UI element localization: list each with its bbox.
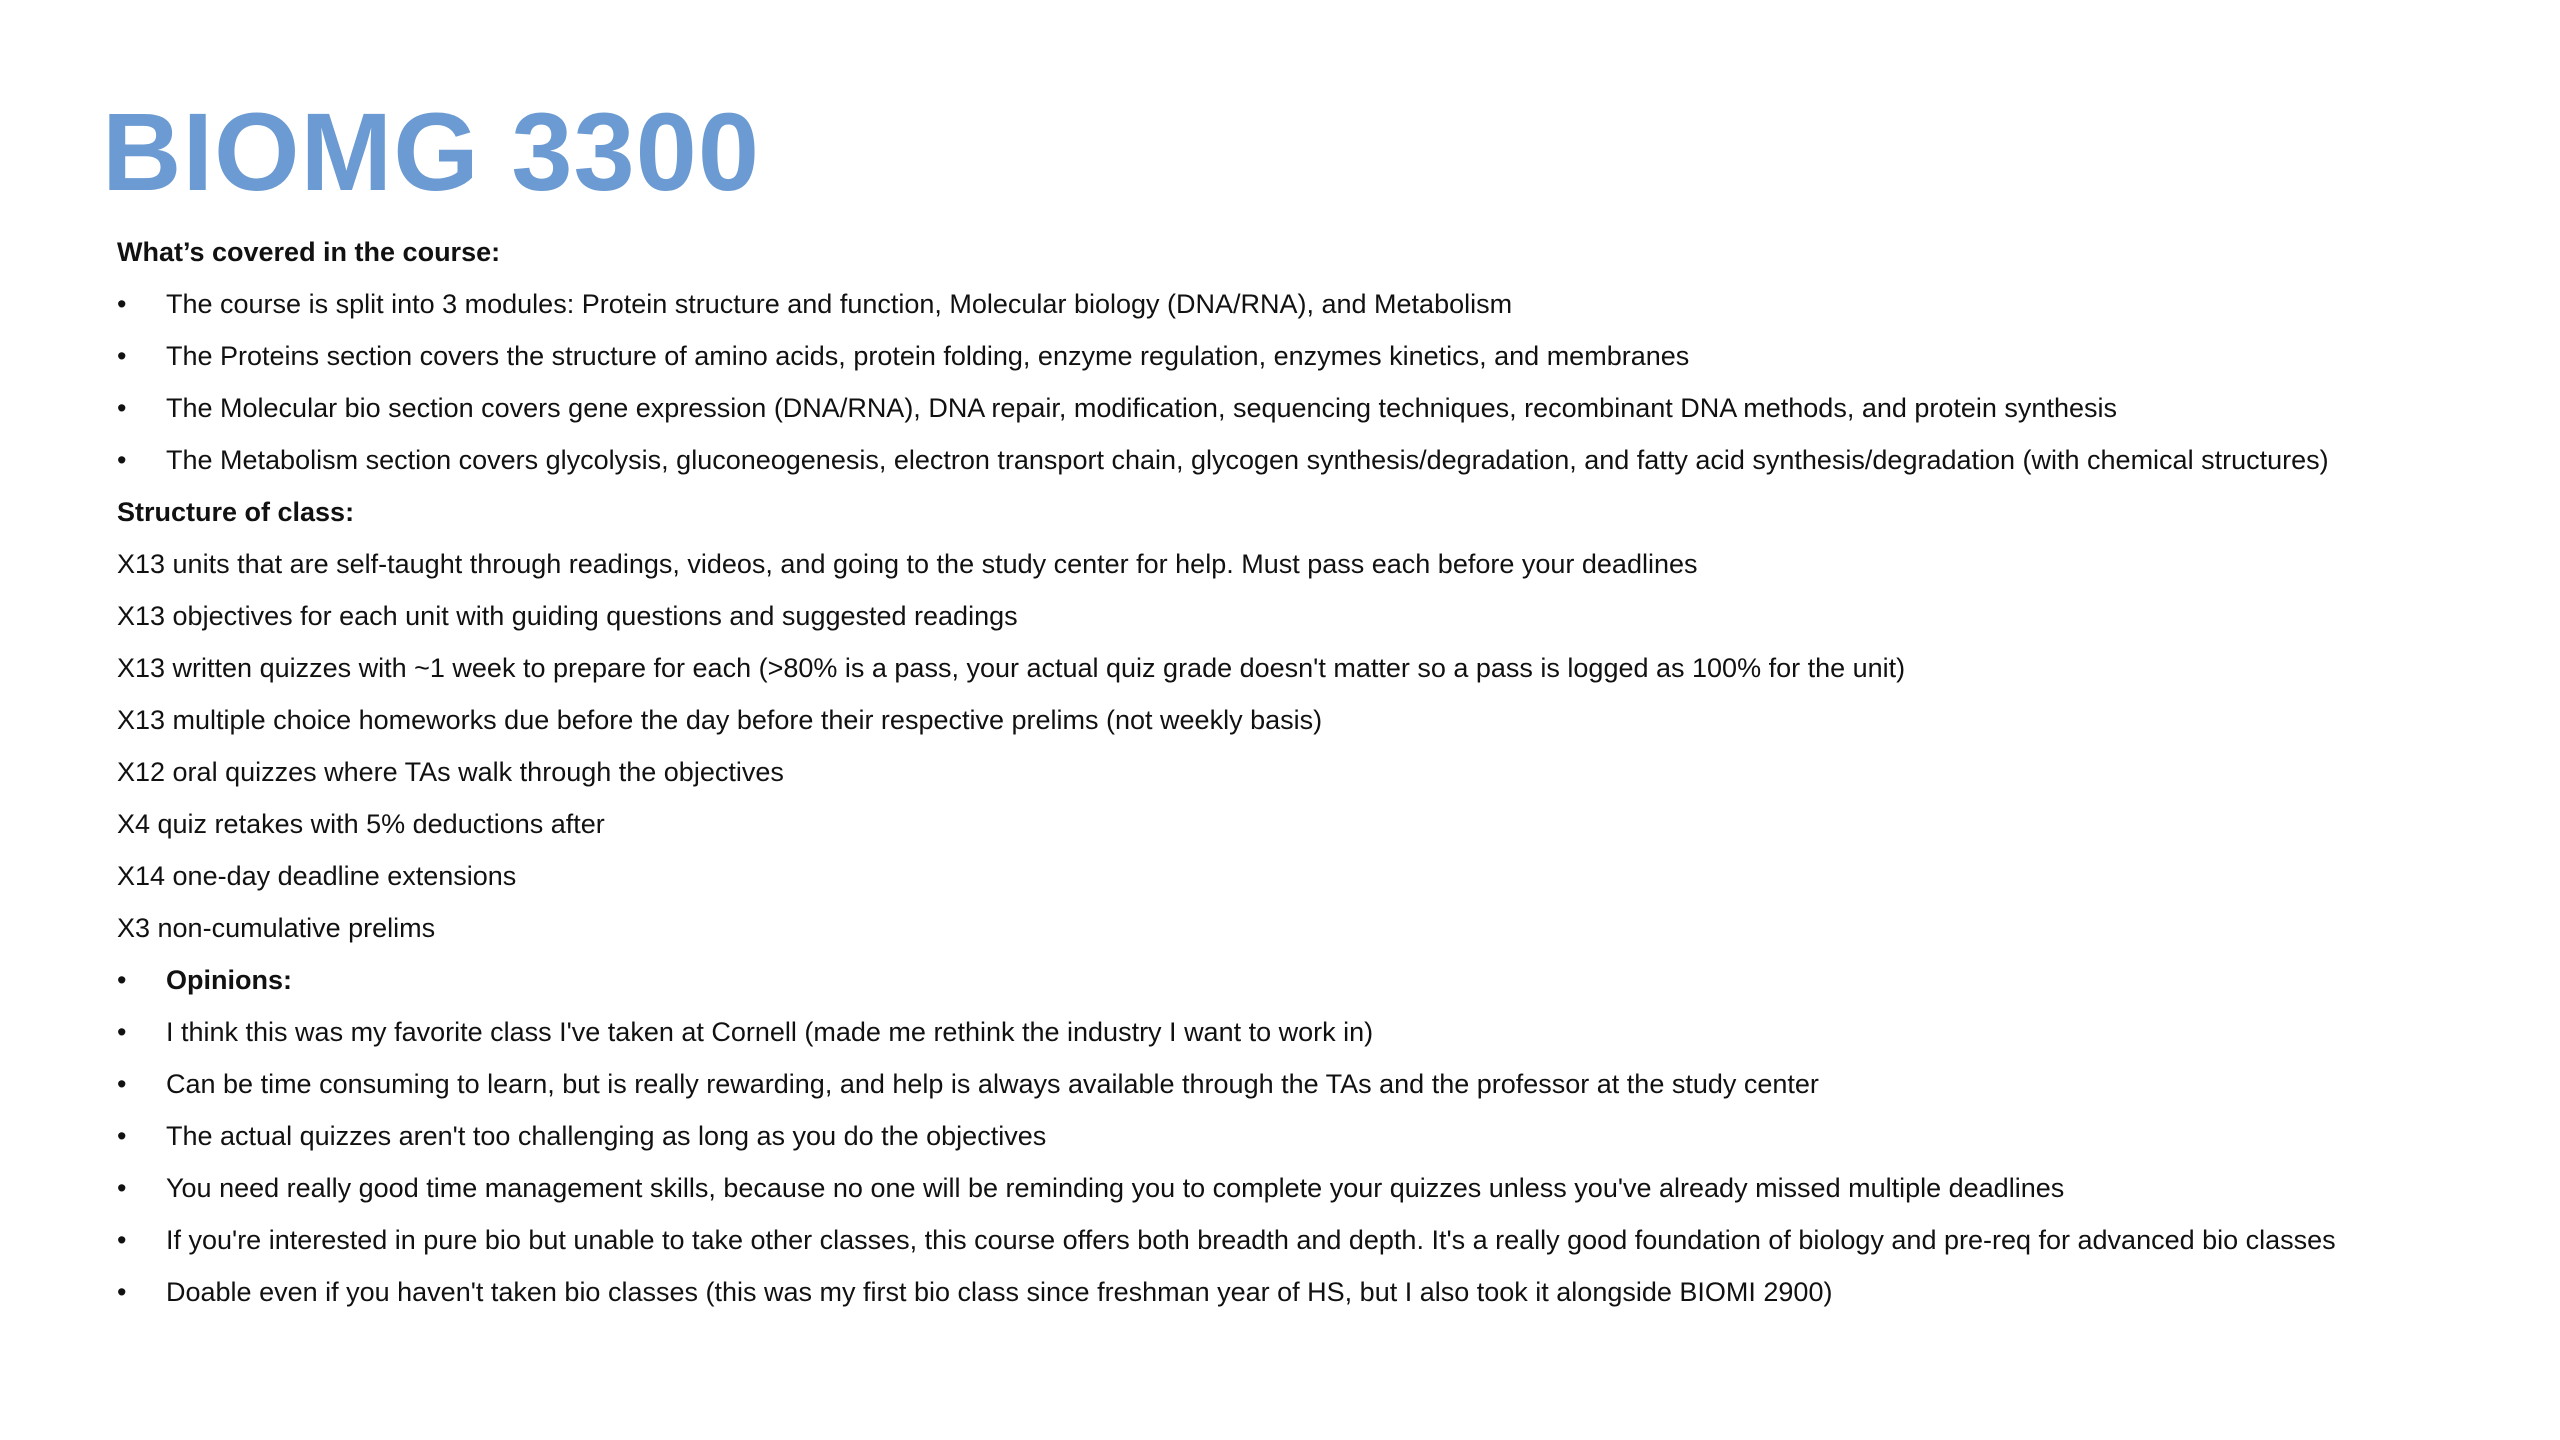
section-heading-class-structure: Structure of class: [117,497,355,527]
list-item [117,1224,2497,1257]
list-item [117,392,2497,425]
list-item-text: The course is split into 3 modules: Protein structure and function, Molecular biology (DNA/RNA), and Metabolism [166,289,1513,319]
structure-line: X14 one-day deadline extensions [117,861,517,891]
slide-title: BIOMG 3300 [102,91,761,214]
bullet-icon: • [117,1225,127,1255]
structure-line: X4 quiz retakes with 5% deductions after [117,809,605,839]
bullet-icon: • [117,445,127,475]
structure-line: X13 multiple choice homeworks due before the day before their respective prelims (not weekly basis) [117,705,1323,735]
list-item-text: The Metabolism section covers glycolysis, gluconeogenesis, electron transport chain, glycogen synthesis/degradation, and fatty acid synthesis/degradation (with chemical structures) [166,445,2329,475]
structure-line: X3 non-cumulative prelims [117,913,436,943]
list-item-text: The Proteins section covers the structure of amino acids, protein folding, enzyme regulation, enzymes kinetics, and membranes [166,341,1690,371]
list-item-text: Can be time consuming to learn, but is really rewarding, and help is always available through the TAs and the professor at the study center [166,1069,1819,1099]
list-item-text: I think this was my favorite class I've taken at Cornell (made me rethink the industry I want to work in) [166,1017,1374,1047]
list-item [117,1068,2497,1101]
bullet-icon: • [117,393,127,423]
bullet-icon: • [117,1277,127,1307]
list-item [117,1016,2497,1049]
list-item-text: The actual quizzes aren't too challenging as long as you do the objectives [166,1121,1047,1151]
list-item-text: You need really good time management skills, because no one will be reminding you to complete your quizzes unless you've already missed multiple deadlines [166,1173,2065,1203]
list-item-text: If you're interested in pure bio but unable to take other classes, this course offers both breadth and depth. It's a really good foundation of biology and pre-req for advanced bio classes [166,1225,2336,1255]
bullet-icon: • [117,1173,127,1203]
bullet-icon: • [117,965,127,995]
bullet-icon: • [117,1017,127,1047]
list-item [117,340,2497,373]
slide-content [117,236,2497,1328]
section-heading-course-coverage: What’s covered in the course: [117,237,501,267]
list-item [117,1276,2497,1309]
bullet-icon: • [117,1121,127,1151]
structure-line: X12 oral quizzes where TAs walk through the objectives [117,757,784,787]
list-item [117,1172,2497,1205]
bullet-icon: • [117,341,127,371]
list-item-text: The Molecular bio section covers gene expression (DNA/RNA), DNA repair, modification, sequencing techniques, recombinant DNA methods, and protein synthesis [166,393,2117,423]
bullet-icon: • [117,289,127,319]
section-heading-opinions: Opinions: [166,965,292,995]
list-item [117,1120,2497,1153]
bullet-icon: • [117,1069,127,1099]
list-item [117,964,2497,997]
list-item [117,288,2497,321]
structure-line: X13 units that are self-taught through readings, videos, and going to the study center for help. Must pass each before your deadlines [117,549,1698,579]
list-item-text: Doable even if you haven't taken bio classes (this was my first bio class since freshman year of HS, but I also took it alongside BIOMI 2900) [166,1277,1833,1307]
list-item [117,444,2406,477]
structure-line: X13 written quizzes with ~1 week to prepare for each (>80% is a pass, your actual quiz grade doesn't matter so a pass is logged as 100% for the unit) [117,653,1906,683]
structure-line: X13 objectives for each unit with guiding questions and suggested readings [117,601,1018,631]
